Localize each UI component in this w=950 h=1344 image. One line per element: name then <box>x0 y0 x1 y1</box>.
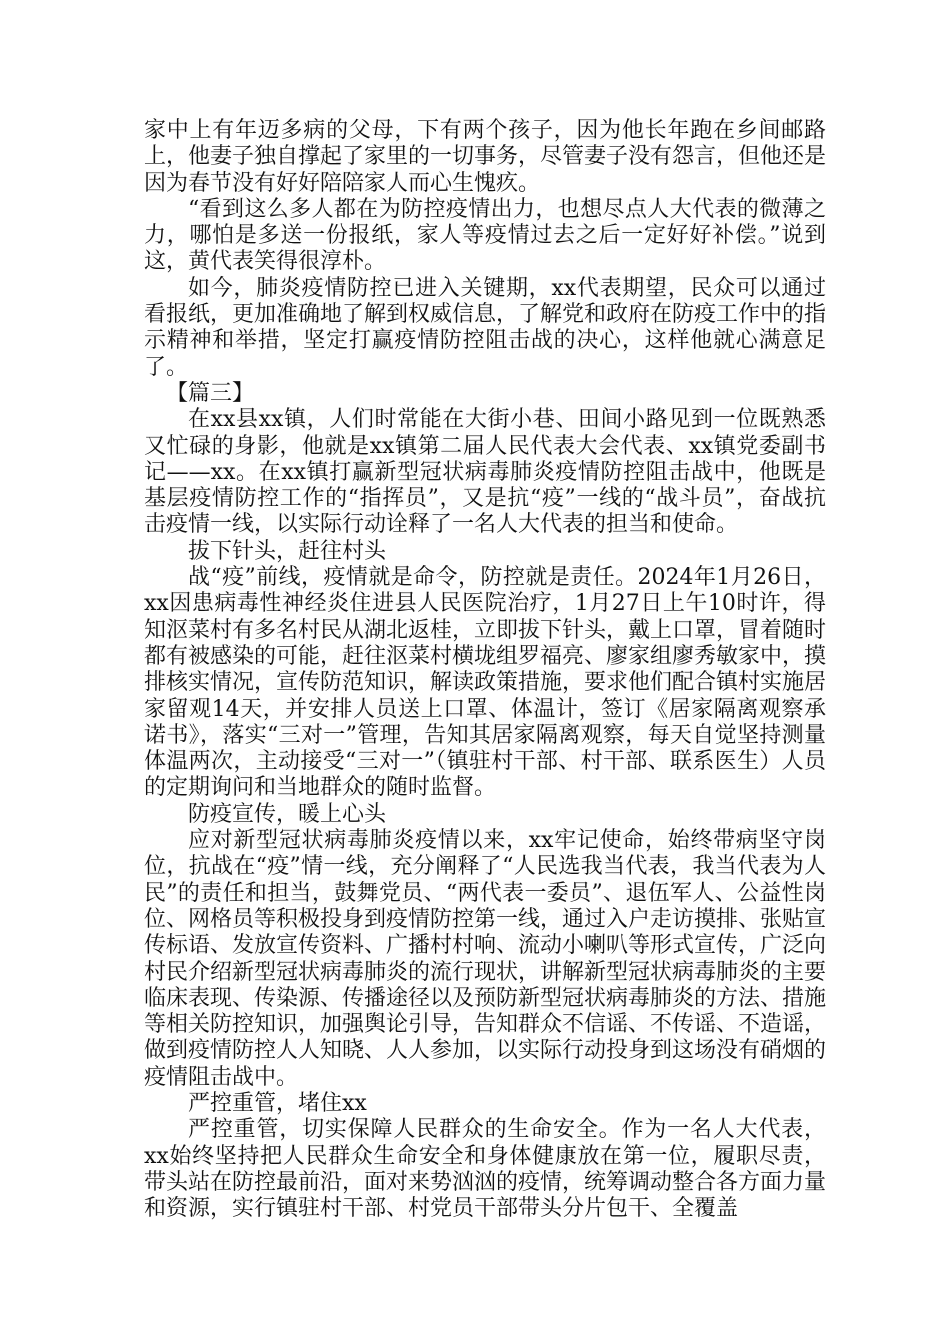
paragraph-continued: 家中上有年迈多病的父母，下有两个孩子，因为他长年跑在乡间邮路上，他妻子独自撑起了家里的一切事务，尽管妻子没有怨言，但他还是因为春节没有好好陪陪家人而心生愧疚。 <box>144 118 827 196</box>
paragraph-body: 如今，肺炎疫情防控已进入关键期，xx代表期望，民众可以通过看报纸，更加准确地了解到权威信息，了解党和政府在防疫工作中的指示精神和举措，坚定打赢疫情防控阻击战的决心，这样他就心满意足了。 <box>144 275 827 380</box>
paragraph-body: 战“疫”前线，疫情就是命令，防控就是责任。2024年1月26日，xx因患病毒性神经炎住进县人民医院治疗，1月27日上午10时许，得知沤菜村有多名村民从湖北返桂，立即拔下针头，戴上口罩，冒着随时都有被感染的可能，赶往沤菜村横垅组罗福亮、廖家组廖秀敏家中，摸排核实情况，宣传防范知识，解读政策措施，要求他们配合镇村实施居家留观14天，并安排人员送上口罩、体温计，签订《居家隔离观察承诺书》，落实“三对一”管理，告知其居家隔离观察，每天自觉坚持测量体温两次，主动接受“三对一”（镇驻村干部、村干部、联系医生）人员的定期询问和当地群众的随时监督。 <box>144 565 827 801</box>
paragraph-quote: “看到这么多人都在为防控疫情出力，也想尽点人大代表的微薄之力，哪怕是多送一份报纸，家人等疫情过去之后一定好好补偿。”说到这，黄代表笑得很淳朴。 <box>144 196 826 275</box>
document-page <box>144 118 826 1222</box>
paragraph-body: 应对新型冠状病毒肺炎疫情以来，xx牢记使命，始终带病坚守岗位，抗战在“疫”情一线，充分阐释了“人民选我当代表，我当代表为人民”的责任和担当，鼓舞党员、“两代表一委员”、退伍军人、公益性岗位、网格员等积极投身到疫情防控第一线，通过入户走访摸排、张贴宣传标语、发放宣传资料、广播村村响、流动小喇叭等形式宣传，广泛向村民介绍新型冠状病毒肺炎的流行现状，讲解新型冠状病毒肺炎的主要临床表现、传染源、传播途径以及预防新型冠状病毒肺炎的方法、措施等相关防控知识，加强舆论引导，告知群众不信谣、不传谣、不造谣，做到疫情防控人人知晓、人人参加，以实际行动投身到这场没有硝烟的疫情阻击战中。 <box>144 828 827 1090</box>
subheading: 防疫宣传，暖上心头 <box>188 801 387 827</box>
section-heading: 【篇三】 <box>166 380 255 406</box>
subheading: 拔下针头，赶往村头 <box>188 538 387 564</box>
paragraph-body: 在xx县xx镇，人们时常能在大街小巷、田间小路见到一位既熟悉又忙碌的身影，他就是xx镇第二届人民代表大会代表、xx镇党委副书记——xx。在xx镇打赢新型冠状病毒肺炎疫情防控阻击战中，他既是基层疫情防控工作的“指挥员”，又是抗“疫”一线的“战斗员”，奋战抗击疫情一线，以实际行动诠释了一名人大代表的担当和使命。 <box>144 407 826 538</box>
subheading: 严控重管，堵住xx <box>188 1090 367 1116</box>
paragraph-body: 严控重管，切实保障人民群众的生命安全。作为一名人大代表，xx始终坚持把人民群众生命安全和身体健康放在第一位，履职尽责，带头站在防控最前沿，面对来势汹汹的疫情，统筹调动整合各方面力量和资源，实行镇驻村干部、村党员干部带头分片包干、全覆盖 <box>144 1117 827 1222</box>
